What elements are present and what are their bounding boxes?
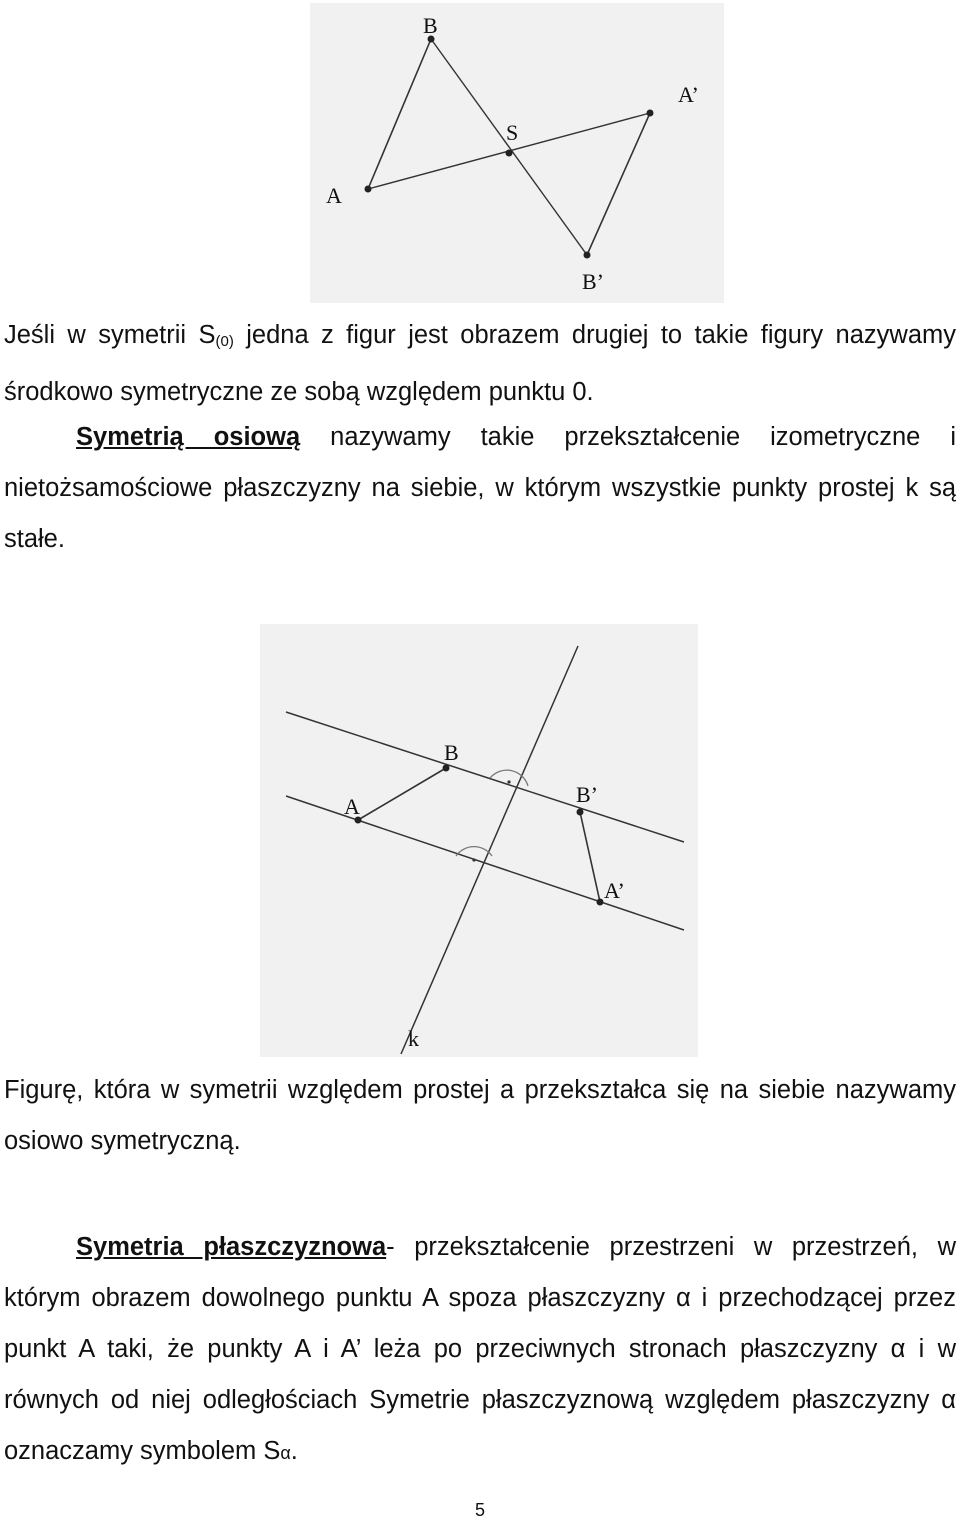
- label-B-prime: B’: [582, 269, 604, 294]
- central-symmetry-definition: [4, 310, 956, 418]
- label-A: A: [344, 794, 360, 819]
- axial-symmetric-figure-definition: [4, 1065, 956, 1167]
- perpendicular-line-BB-prime: [286, 712, 684, 842]
- label-S: S: [506, 120, 519, 145]
- right-angle-dot-top: [507, 780, 510, 783]
- label-A: A: [326, 183, 342, 208]
- point-B-prime: [584, 252, 591, 259]
- para4-subscript: α: [280, 1443, 291, 1463]
- label-A-prime: A’: [678, 82, 699, 107]
- para2-text: nazywamy takie przekształcenie izometryczne i nietożsamościowe płaszczyzny na siebie, w którym wszystkie punkty prostej k są stałe.: [4, 423, 956, 553]
- plane-symmetry-definition: [4, 1222, 956, 1479]
- label-A-prime: A’: [604, 878, 625, 903]
- central-symmetry-diagram: [310, 3, 724, 303]
- point-B-prime: [577, 809, 584, 816]
- axial-symmetry-term: Symetrią osiową: [76, 423, 301, 451]
- label-B: B: [423, 13, 438, 38]
- right-angle-dot-bottom: [472, 858, 475, 861]
- axial-symmetry-definition: [4, 412, 956, 565]
- para1-text-end: jedna z figur jest obrazem drugiej to takie figury nazywamy środkowo symetryczne ze sobą względem punktu 0.: [4, 321, 956, 406]
- point-A-prime: [597, 899, 604, 906]
- label-B-prime: B’: [576, 782, 598, 807]
- para4-text: - przekształcenie przestrzeni w przestrzeń, w którym obrazem dowolnego punktu A spoza płaszczyzny α i przechodzącej przez punkt A taki, że punkty A i A’ leża po przeciwnych stronach płaszczyzny α i w równych od niej odległościach Symetrie płaszczyznową względem płaszczyzny α oznaczamy symbolem S: [4, 1233, 957, 1465]
- label-B: B: [444, 740, 459, 765]
- central-symmetry-figure: [310, 3, 724, 303]
- segment-BB-prime: [431, 39, 587, 255]
- para4-end: .: [290, 1437, 298, 1465]
- right-angle-arc-top: [490, 770, 528, 786]
- line-k: [401, 646, 578, 1054]
- plane-symmetry-term: Symetria płaszczyznowa: [76, 1233, 387, 1261]
- segment-AB: [368, 39, 431, 189]
- label-k: k: [408, 1026, 419, 1051]
- axial-symmetry-figure: [260, 624, 698, 1057]
- point-B: [443, 765, 450, 772]
- segment-A-prime-B-prime: [580, 812, 600, 902]
- point-A: [365, 186, 372, 193]
- page-number: 5: [474, 1500, 485, 1520]
- point-S: [506, 150, 513, 157]
- point-A-prime: [647, 110, 654, 117]
- segment-A-prime-B-prime: [587, 113, 650, 255]
- segment-AB: [358, 768, 446, 820]
- para1-subscript: (0): [215, 333, 234, 350]
- para3-text: Figurę, która w symetrii względem prostej a przekształca się na siebie nazywamy osiowo symetryczną.: [4, 1076, 956, 1155]
- axial-symmetry-diagram: [260, 624, 698, 1057]
- para1-text-start: Jeśli w symetrii S: [4, 321, 216, 349]
